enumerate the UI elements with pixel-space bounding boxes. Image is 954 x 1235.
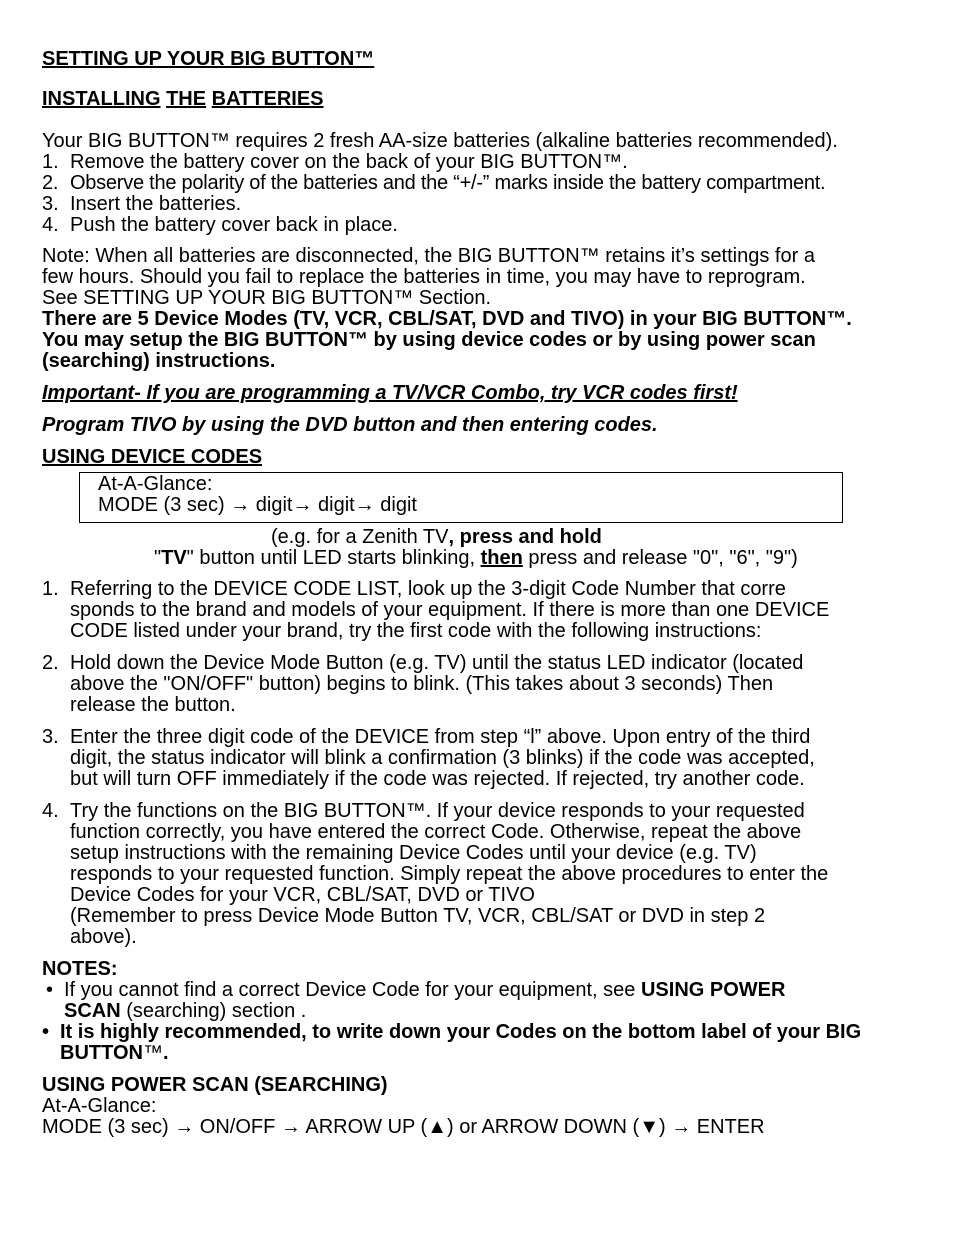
step-number: 2. [42, 652, 59, 674]
glance-sequence: MODE (3 sec) → digit→ digit→ digit [98, 494, 417, 516]
example-then: then [480, 547, 523, 569]
step-line: Device Codes for your VCR, CBL/SAT, DVD or TIVO [70, 884, 535, 906]
notes-heading: NOTES: [42, 958, 118, 980]
note-bullet-write-codes [42, 1022, 912, 1064]
step-text: Observe the polarity of the batteries and the “+/-” marks inside the battery compartment. [70, 172, 826, 194]
step-number: 3. [42, 726, 59, 748]
step-text: Remove the battery cover on the back of your BIG BUTTON™. [70, 151, 628, 173]
note-line: Note: When all batteries are disconnected, the BIG BUTTON™ retains it’s settings for a [42, 245, 815, 267]
step-line: Try the functions on the BIG BUTTON™. If your device responds to your requested [70, 800, 805, 822]
step-line: Referring to the DEVICE CODE LIST, look up the 3-digit Code Number that corre [70, 578, 786, 600]
step-line: Hold down the Device Mode Button (e.g. TV) until the status LED indicator (located [70, 652, 804, 674]
heading-batteries-word-2: THE [166, 88, 207, 110]
step-line: above the "ON/OFF" button) begins to blink. (This takes about 3 seconds) Then [70, 673, 774, 695]
heading-setup: SETTING UP YOUR BIG BUTTON™ [42, 48, 375, 70]
battery-step [42, 194, 912, 215]
step-line: but will turn OFF immediately if the code was rejected. If rejected, try another code. [70, 768, 805, 790]
step-number: 1. [42, 578, 59, 600]
glance-label: At-A-Glance: [98, 473, 213, 495]
zenith-example [42, 527, 912, 569]
note-bullet-line-1: It is highly recommended, to write down your Codes on the bottom label of your BIG [60, 1021, 862, 1043]
step-line: digit, the status indicator will blink a confirmation (3 blinks) if the code was accepted, [70, 747, 815, 769]
battery-step [42, 173, 912, 194]
step-number: 3. [42, 193, 59, 215]
example-text: " button until LED starts blinking, [186, 547, 481, 569]
step-number: 2. [42, 172, 59, 194]
step-line: setup instructions with the remaining Device Codes until your device (e.g. TV) [70, 842, 757, 864]
batteries-intro: Your BIG BUTTON™ requires 2 fresh AA-size batteries (alkaline batteries recommended). [42, 130, 838, 152]
note-text: (searching) section . [120, 1000, 307, 1022]
device-modes-line: You may setup the BIG BUTTON™ by using device codes or by using power scan [42, 329, 816, 351]
heading-device-codes: USING DEVICE CODES [42, 446, 263, 468]
example-tv: TV [161, 547, 187, 569]
heading-batteries-word-3: BATTERIES [211, 88, 324, 110]
example-press-hold: , press and hold [448, 526, 602, 548]
manual-page [42, 49, 912, 1138]
note-text: . [162, 1042, 169, 1064]
device-modes-line: (searching) instructions. [42, 350, 276, 372]
battery-steps [42, 152, 912, 236]
heading-batteries-word-1: INSTALLING [42, 88, 161, 110]
step-line: CODE listed under your brand, try the first code with the following instructions: [70, 620, 762, 642]
step-text: Insert the batteries. [70, 193, 242, 215]
code-step [42, 653, 912, 716]
step-line: Enter the three digit code of the DEVICE from step “l” above. Upon entry of the third [70, 726, 811, 748]
step-line: (Remember to press Device Mode Button TV, VCR, CBL/SAT or DVD in step 2 [70, 905, 766, 927]
heading-power-scan: USING POWER SCAN (SEARCHING) [42, 1074, 388, 1096]
bullet-mark: • [42, 1021, 50, 1043]
important-tv-vcr-combo: Important- If you are programming a TV/VCR Combo, try VCR codes first! [42, 382, 738, 404]
example-line-2 [42, 548, 912, 569]
at-a-glance-box [79, 472, 843, 523]
code-step [42, 579, 912, 642]
step-number: 4. [42, 800, 59, 822]
battery-step [42, 152, 912, 173]
example-text: (e.g. for a Zenith TV [271, 526, 449, 548]
device-modes-line: There are 5 Device Modes (TV, VCR, CBL/SAT, DVD and TIVO) in your BIG BUTTON™. [42, 308, 852, 330]
step-line: release the button. [70, 694, 236, 716]
note-line: few hours. Should you fail to replace the batteries in time, you may have to reprogram. [42, 266, 806, 288]
note-bullet-line-2 [64, 1001, 912, 1022]
note-bullet-line-2 [60, 1043, 912, 1064]
device-modes-notice [42, 309, 912, 372]
code-step [42, 801, 912, 948]
bullet-mark: • [46, 979, 54, 1001]
power-scan-label: At-A-Glance: [42, 1095, 157, 1117]
note-line: See SETTING UP YOUR BIG BUTTON™ Section. [42, 287, 492, 309]
step-number: 4. [42, 214, 59, 236]
trademark-mark: ™ [142, 1042, 163, 1064]
battery-note [42, 246, 912, 309]
note-text: BUTTON [60, 1042, 143, 1064]
step-line: function correctly, you have entered the correct Code. Otherwise, repeat the above [70, 821, 802, 843]
heading-batteries [42, 89, 912, 110]
note-text: If you cannot find a correct Device Code for your equipment, see [64, 979, 641, 1001]
battery-step [42, 215, 912, 236]
step-number: 1. [42, 151, 59, 173]
power-scan-sequence: MODE (3 sec) → ON/OFF → ARROW UP (▲) or ARROW DOWN (▼) → ENTER [42, 1116, 765, 1138]
note-bold: USING POWER [640, 979, 786, 1001]
example-text: press and release "0", "6", "9") [522, 547, 798, 569]
note-bullet-power-scan [46, 980, 912, 1022]
code-step [42, 727, 912, 790]
example-quote: " [154, 547, 162, 569]
step-line: sponds to the brand and models of your equipment. If there is more than one DEVICE [70, 599, 830, 621]
device-code-steps [42, 579, 912, 948]
note-bullet-line-1 [64, 980, 912, 1001]
step-line: responds to your requested function. Simply repeat the above procedures to enter the [70, 863, 829, 885]
program-tivo-note: Program TIVO by using the DVD button and then entering codes. [42, 414, 658, 436]
note-bold: SCAN [64, 1000, 121, 1022]
step-line: above). [70, 926, 137, 948]
step-text: Push the battery cover back in place. [70, 214, 398, 236]
example-line-1 [42, 527, 912, 548]
